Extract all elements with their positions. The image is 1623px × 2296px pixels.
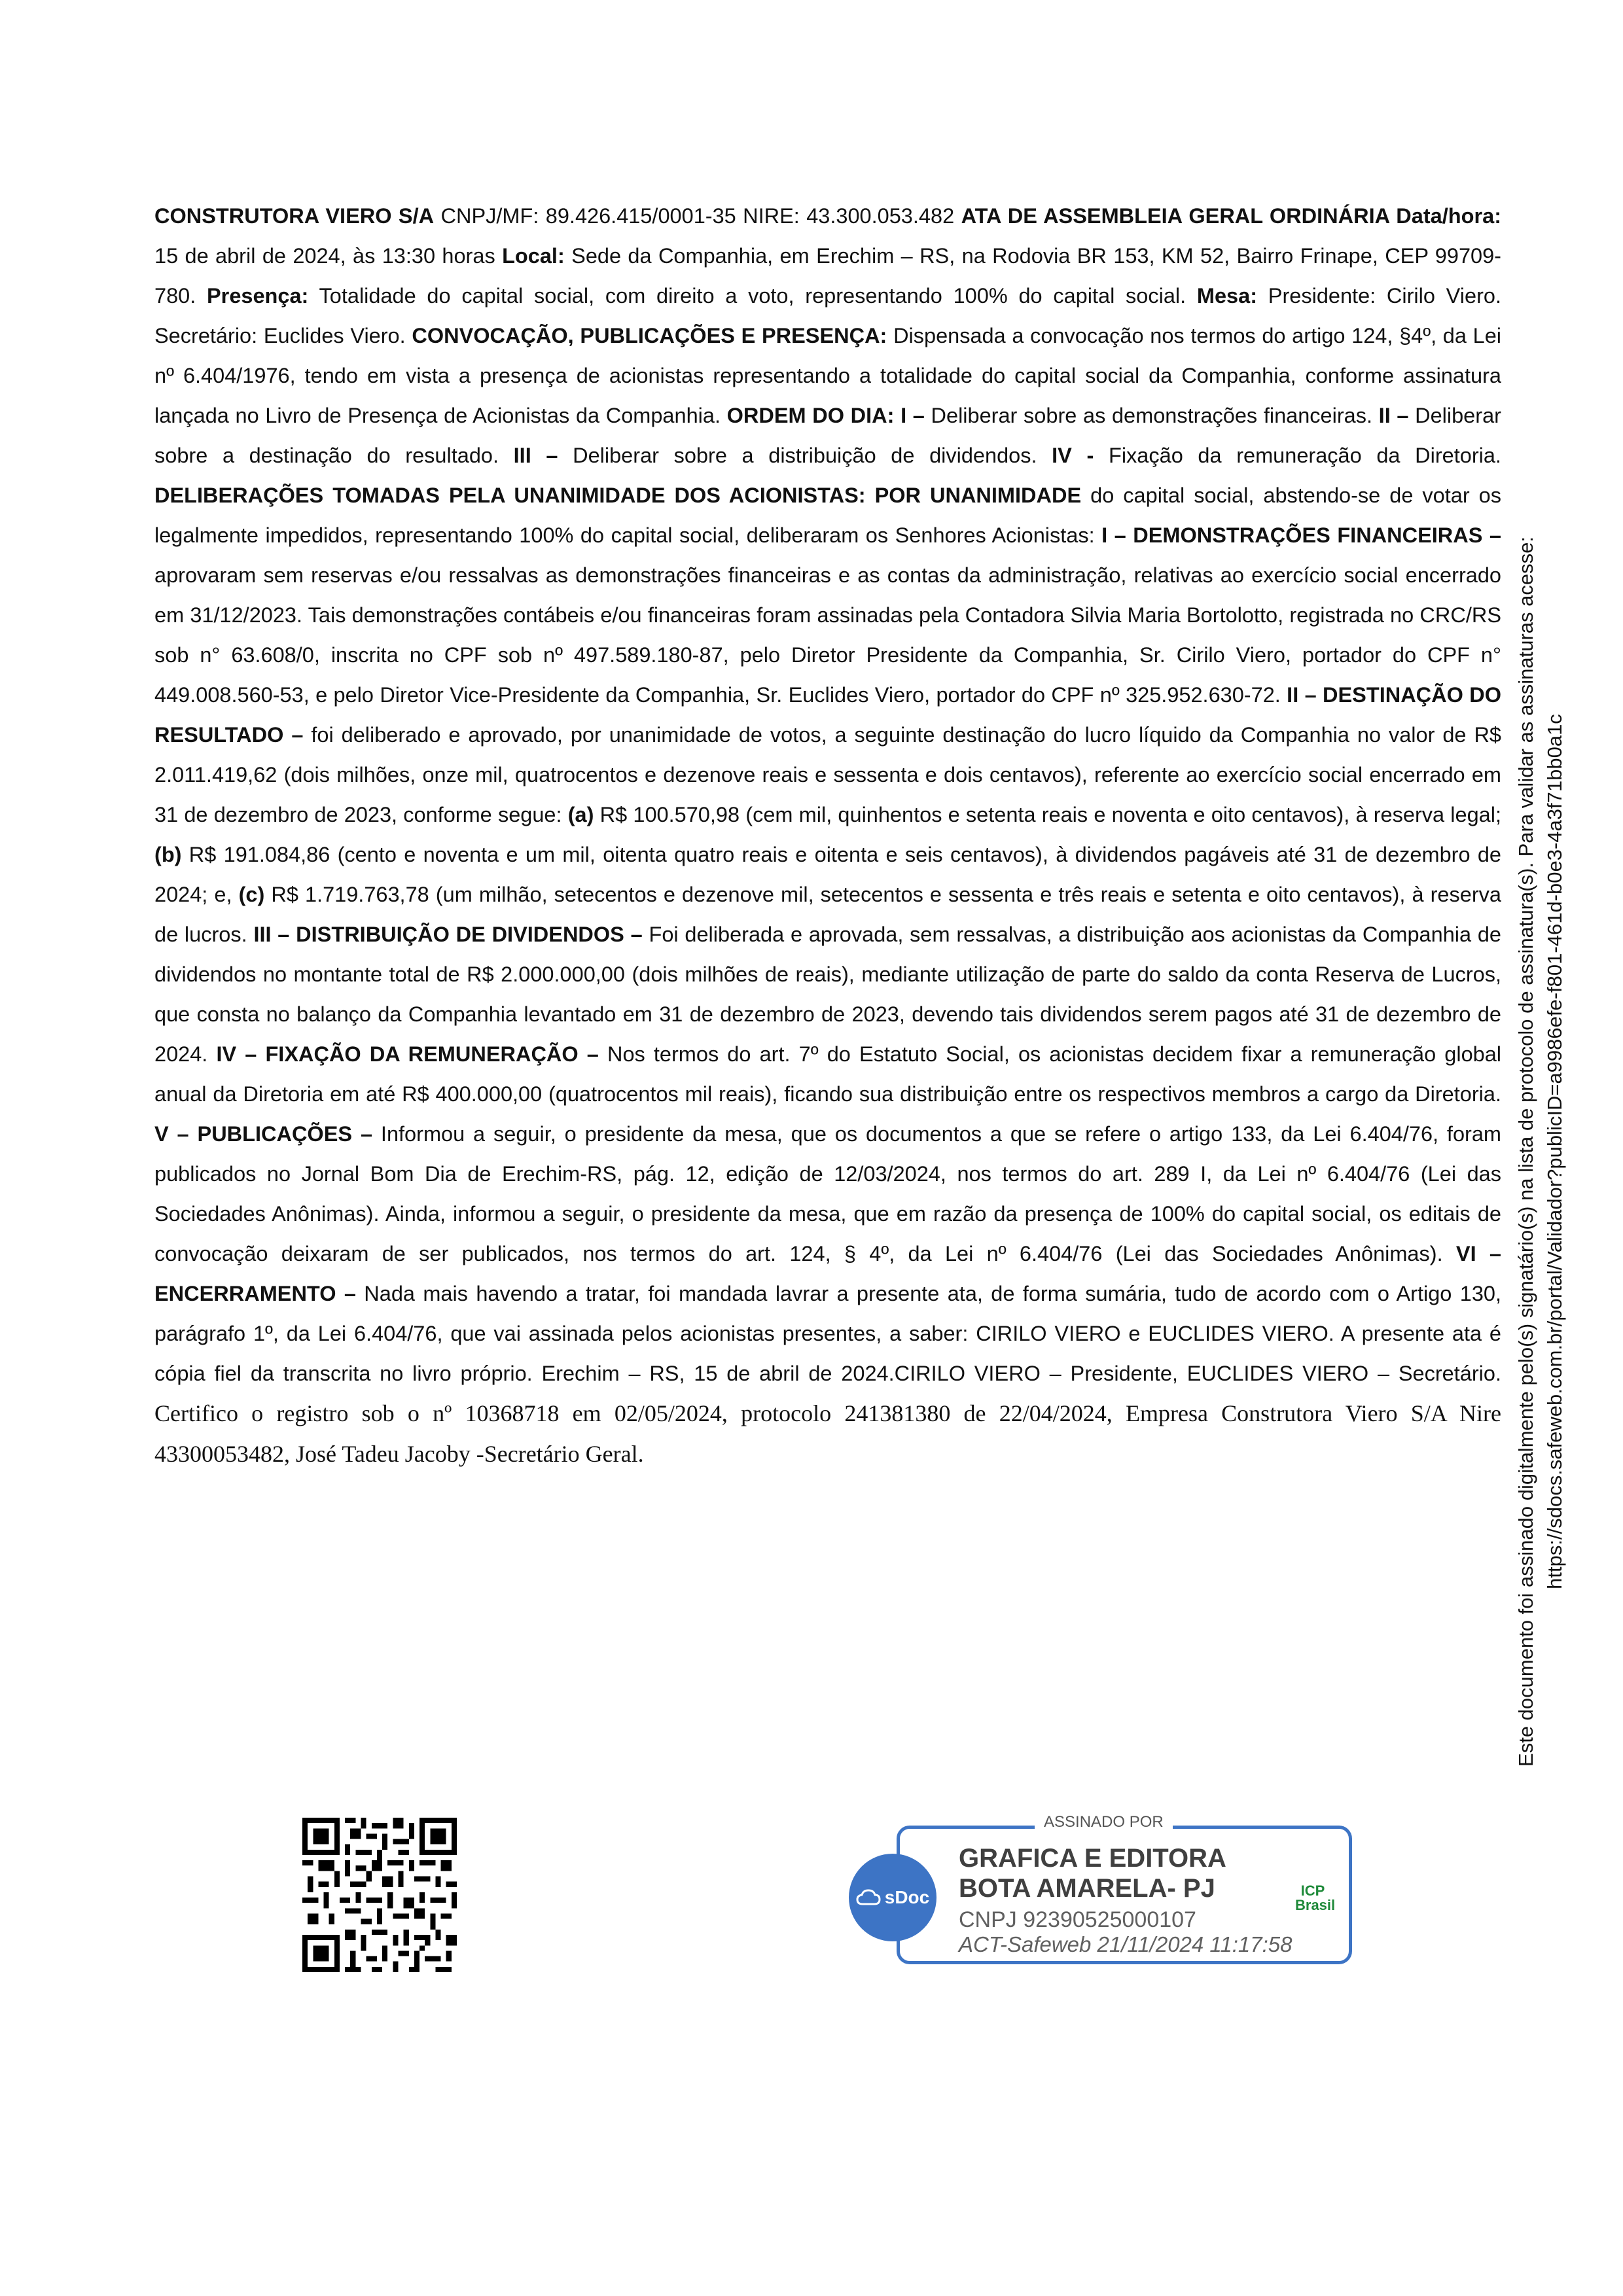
- cloud-icon: [856, 1888, 881, 1907]
- company-name: CONSTRUTORA VIERO S/A: [154, 204, 435, 228]
- icp-brasil-seal-icon: [1295, 1882, 1336, 1930]
- signer-name: GRAFICA E EDITORA BOTA AMARELA- PJ: [959, 1844, 1226, 1903]
- signature-timestamp: ACT-Safeweb 21/11/2024 11:17:58: [959, 1932, 1293, 1956]
- icp-brasil-seal-text: ICP Brasil: [1295, 1882, 1336, 1913]
- validation-link[interactable]: https://sdocs.safeweb.com.br/portal/Validador?publicID=a9986efe-f801-461d-b0e3-4a3f71bb0a1c: [1543, 714, 1566, 1589]
- qr-code-icon[interactable]: [302, 1818, 457, 1972]
- validation-note-text: Este documento foi assinado digitalmente pelo(s) signatário(s) na lista de protocolo de assinatura(s). Para validar as assinaturas acesse:: [1514, 537, 1537, 1767]
- digital-signature-stamp: [884, 1813, 1352, 1964]
- registry-certification: Certifico o registro sob o nº 10368718 em 02/05/2024, protocolo 241381380 de 22/04/2024, Empresa Construtora Viero S/A Nire 43300053482, José Tadeu Jacoby -Secretário Geral.: [154, 1400, 1501, 1467]
- sdoc-logo: [849, 1854, 936, 1941]
- sdoc-logo-text: sDoc: [884, 1887, 930, 1907]
- meeting-minutes-text: CONSTRUTORA VIERO S/A CNPJ/MF: 89.426.415/0001-35 NIRE: 43.300.053.482 ATA DE ASSEMBLEIA GERAL ORDINÁRIA Data/hora: 15 de abril de 2024, às 13:30 horas Local: Sede da Companhia, em Erechim – RS, na Rodovia BR 153, KM 52, Bairro Frinape, CEP 99709-780. Presença: Totalidade do capital social, com direito a voto, representando 100% do capital social. Mesa: Presidente: Cirilo Viero. Secretário: Euclides Viero. CONVOCAÇÃO, PUBLICAÇÕES E PRESENÇA: Dispensada a convocação nos termos do artigo 124, §4º, da Lei nº 6.404/1976, tendo em vista a presença de acionistas representando a totalidade do capital social da Companhia, conforme assinatura lançada no Livro de Presença de Acionistas da Companhia. ORDEM DO DIA: I – Deliberar sobre as demonstrações financeiras. II – Deliberar sobre a destinação do resultado. III – Deliberar sobre a distribuição de dividendos. IV - Fixação da remuneração da Diretoria. DELIBERAÇÕES TOMADAS PELA UNANIMIDADE DOS ACIONISTAS: POR UNANIMIDADE do capital social, abstendo-se de votar os legalmente impedidos, representando 100% do capital social, deliberaram os Senhores Acionistas: I – DEMONSTRAÇÕES FINANCEIRAS – aprovaram sem reservas e/ou ressalvas as demonstrações financeiras e as contas da administração, relativas ao exercício social encerrado em 31/12/2023. Tais demonstrações contábeis e/ou financeiras foram assinadas pela Contadora Silvia Maria Bortolotto, registrada no CRC/RS sob n° 63.608/0, inscrita no CPF sob nº 497.589.180-87, pelo Diretor Presidente da Companhia, Sr. Cirilo Viero, portador do CPF n° 449.008.560-53, e pelo Diretor Vice-Presidente da Companhia, Sr. Euclides Viero, portador do CPF nº 325.952.630-72. II – DESTINAÇÃO DO RESULTADO – foi deliberado e aprovado, por unanimidade de votos, a seguinte destinação do lucro líquido da Companhia no valor de R$ 2.011.419,62 (dois milhões, onze mil, quatrocentos e dezenove reais e sessenta e dois centavos), referente ao exercício social encerrado em 31 de dezembro de 2023, conforme segue: (a) R$ 100.570,98 (cem mil, quinhentos e setenta reais e noventa e oito centavos), à reserva legal; (b) R$ 191.084,86 (cento e noventa e um mil, oitenta quatro reais e oitenta e seis centavos), à dividendos pagáveis até 31 de dezembro de 2024; e, (c) R$ 1.719.763,78 (um milhão, setecentos e dezenove mil, setecentos e sessenta e três reais e setenta e oito centavos), à reserva de lucros. III – DISTRIBUIÇÃO DE DIVIDENDOS – Foi deliberada e aprovada, sem ressalvas, a distribuição aos acionistas da Companhia de dividendos no montante total de R$ 2.000.000,00 (dois milhões de reais), mediante utilização de parte do saldo da conta Reserva de Lucros, que consta no balanço da Companhia levantado em 31 de dezembro de 2023, devendo tais dividendos serem pagos até 31 de dezembro de 2024. IV – FIXAÇÃO DA REMUNERAÇÃO – Nos termos do art. 7º do Estatuto Social, os acionistas decidem fixar a remuneração global anual da Diretoria em até R$ 400.000,00 (quatrocentos mil reais), ficando sua distribuição entre os respectivos membros a cargo da Diretoria. V – PUBLICAÇÕES – Informou a seguir, o presidente da mesa, que os documentos a que se refere o artigo 133, da Lei 6.404/76, foram publicados no Jornal Bom Dia de Erechim-RS, pág. 12, edição de 12/03/2024, nos termos do art. 289 I, da Lei nº 6.404/76 (Lei das Sociedades Anônimas). Ainda, informou a seguir, o presidente da mesa, que em razão da presença de 100% do capital social, os editais de convocação deixaram de ser publicados, nos termos do art. 124, § 4º, da Lei nº 6.404/76 (Lei das Sociedades Anônimas). VI – ENCERRAMENTO – Nada mais havendo a tratar, foi mandada lavrar a presente ata, de forma sumária, tudo de acordo com o Artigo 130, parágrafo 1º, da Lei 6.404/76, que vai assinada pelos acionistas presentes, a saber: CIRILO VIERO e EUCLIDES VIERO. A presente ata é cópia fiel da transcrita no livro próprio. Erechim – RS, 15 de abril de 2024.CIRILO VIERO – Presidente, EUCLIDES VIERO – Secretário. Certifico o registro sob o nº 10368718 em 02/05/2024, protocolo 241381380 de 22/04/2024, Empresa Construtora Viero S/A Nire 43300053482, José Tadeu Jacoby -Secretário Geral.: [154, 204, 1502, 1467]
- signature-validation-note: [1512, 478, 1569, 1826]
- signer-cnpj: CNPJ 92390525000107: [959, 1907, 1196, 1932]
- stamp-header: ASSINADO POR: [1035, 1813, 1173, 1831]
